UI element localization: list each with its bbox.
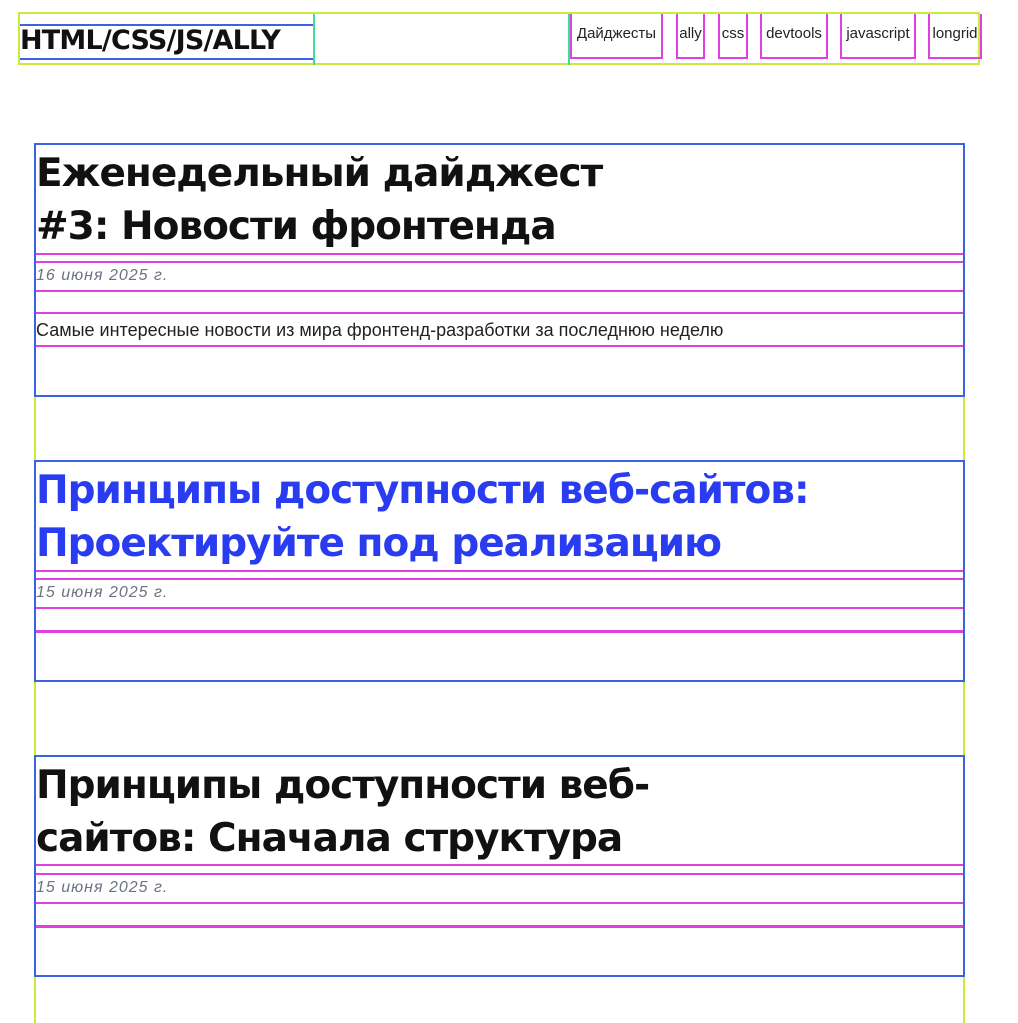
post-title-line: Принципы доступности веб-сайтов: (36, 468, 809, 513)
nav-item-longrid[interactable]: longrid (928, 14, 982, 59)
nav-item-ally[interactable]: ally (676, 14, 705, 59)
post-title-line: Принципы доступности веб- (36, 763, 650, 808)
post-title (36, 145, 963, 255)
site-logo[interactable]: HTML/CSS/JS/ALLY (20, 24, 313, 60)
post-description: Самые интересные новости из мира фронтенд-разработки за последнюю неделю (36, 312, 963, 347)
post-description-divider (36, 925, 963, 928)
site-header (18, 12, 980, 65)
tag-nav (568, 14, 978, 65)
post-date: 16 июня 2025 г. (36, 261, 963, 292)
post-title-line: #3: Новости фронтенда (36, 204, 556, 249)
post-date: 15 июня 2025 г. (36, 578, 963, 609)
post-title-line: Проектируйте под реализацию (36, 521, 722, 566)
logo-container (20, 14, 315, 65)
post-card (34, 755, 965, 977)
post-title (36, 757, 963, 866)
post-card (34, 143, 965, 397)
post-title-line: Еженедельный дайджест (36, 151, 603, 196)
post-title-line: сайтов: Сначала структура (36, 816, 623, 861)
nav-item-digests[interactable]: Дайджесты (570, 14, 663, 59)
nav-item-devtools[interactable]: devtools (760, 14, 828, 59)
post-date: 15 июня 2025 г. (36, 873, 963, 904)
nav-item-css[interactable]: css (718, 14, 748, 59)
post-card (34, 460, 965, 682)
nav-item-javascript[interactable]: javascript (840, 14, 916, 59)
post-description-divider (36, 630, 963, 633)
post-title-link[interactable] (36, 462, 963, 572)
